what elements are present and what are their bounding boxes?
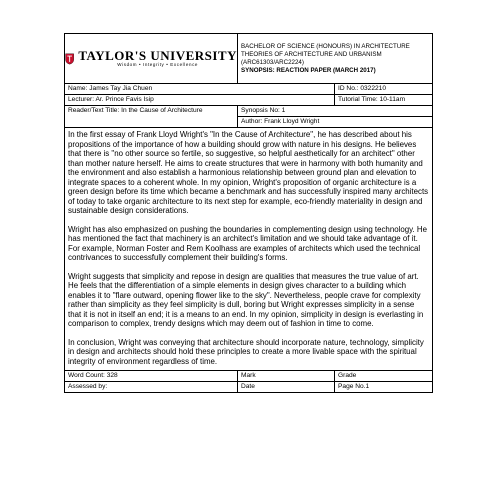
page-number-cell: Page No.1 [335,382,433,393]
program-line: BACHELOR OF SCIENCE (HONOURS) IN ARCHITECTURE [241,42,410,50]
university-name: TAYLOR'S UNIVERSITY [78,48,237,63]
program-cell [238,34,433,84]
reaction-paper-sheet [64,33,432,393]
grade-cell: Grade [335,371,433,382]
reader-text-cell: Reader/Text Title: In the Cause of Architecture [65,106,238,128]
date-cell: Date [238,382,335,393]
synopsis-no-cell: Synopsis No: 1 [238,106,433,117]
university-tagline: Wisdom • Integrity • Excellence [117,62,199,67]
essay-body [65,128,433,371]
assessed-by-cell: Assessed by: [65,382,238,393]
header-table [64,33,433,393]
essay-paragraph: Wright has also emphasized on pushing the boundaries in complementing design using technology. He has mentioned the fact that machinery is an architect's limitation and we should take advantage of it. For example, Norman Foster and Rem Koolhass are examples of architects which used the technical contrivances to successfully complement their building's forms. [68,224,427,262]
synopsis-title: SYNOPSIS: REACTION PAPER (MARCH 2017) [241,66,376,74]
program-line: THEORIES OF ARCHITECTURE AND URBANISM [241,50,382,58]
author-cell: Author: Frank Lloyd Wright [238,117,433,128]
mark-cell: Mark [238,371,335,382]
lecturer-cell: Lecturer: Ar. Prince Favis Isip [65,95,335,106]
essay-paragraph: In conclusion, Wright was conveying that architecture should incorporate nature, technology, simplicity in design and architects should hold these principles to create a more livable space with the spiritual integrity of environment regardless of time. [68,337,424,366]
crest-icon [65,49,74,69]
essay-paragraph: Wright suggests that simplicity and repose in design are qualities that measures the true value of art. He feels that the differentiation of a simple elements in design gives character to a building which enables it to "flare outward, opening flower like to the sky". Nevertheless, people crave for complexity rather than simplicity as they feel simplicity is dull, boring but Wright expresses simplicity in a sense that it is not in itself an end; it is a means to an end. In my opinion, simplicity in design is everlasting in comparison to complex, trendy designs which may deem out of fashion in time to come. [68,271,424,328]
id-cell: ID No.: 0322210 [335,84,433,95]
university-logo [65,34,237,83]
essay-paragraph: In the first essay of Frank Lloyd Wright's "In the Cause of Architecture", he has described about his propositions of the importance of how a building should grow with nature in his designs. He believes that there is "no other source so fertile, so suggestive, so helpful aesthetically for an architect" other than mother nature herself. He aims to create structures that were in harmony with both humanity and the environment and also establish a harmonious relationship between ground plan and elevation to integrate spaces to a coherent whole. In my opinion, Wright's proposition of organic architecture is a green design before its time which became a benchmark and has successfully inspired many architects of today to take organic architecture to its next step for example, eco-friendly materiality in design and sustainable design considerations. [68,130,429,215]
program-line: (ARC61303/ARC2224) [241,58,304,66]
name-cell: Name: James Tay Jia Chuen [65,84,335,95]
word-count-cell: Word Count: 328 [65,371,238,382]
logo-cell [65,34,238,84]
tutorial-time-cell: Tutorial Time: 10-11am [335,95,433,106]
